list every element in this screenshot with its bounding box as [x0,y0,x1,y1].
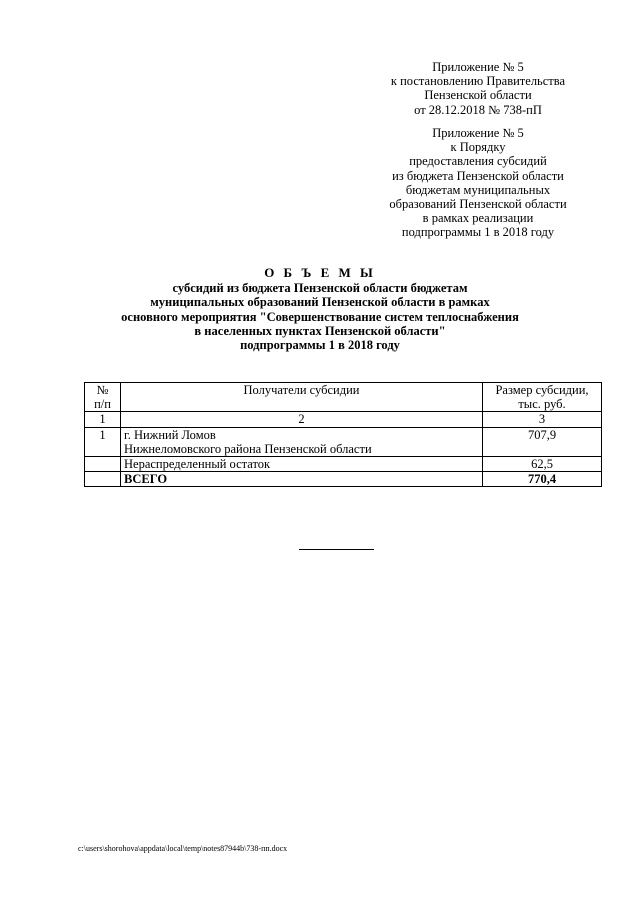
column-number: 3 [483,412,602,427]
title-line: основного мероприятия "Совершенствование систем теплоснабжения [121,309,519,324]
appendix-line: к Порядку [450,140,506,155]
appendix-line: образований Пензенской области [389,197,567,212]
title-line: субсидий из бюджета Пензенской области бюджетам [172,281,468,296]
title-line: в населенных пунктах Пензенской области" [194,323,446,338]
recipient-cell [121,427,483,456]
header-amount-line2: тыс. руб. [518,397,566,412]
subsidy-table [84,382,602,487]
table-row [85,427,602,456]
appendix-resolution-block [348,60,608,117]
header-number [85,383,121,412]
table-row [85,457,602,472]
total-label: ВСЕГО [121,472,483,487]
appendix-line: бюджетам муниципальных [405,182,551,197]
total-row [85,472,602,487]
recipient-cell: Нераспределенный остаток [121,457,483,472]
appendix-line: Приложение № 5 [432,126,524,140]
total-number-cell [85,472,121,487]
appendix-line: предоставления субсидий [409,154,547,169]
title-heading: О Б Ъ Е М Ы [264,265,376,280]
appendix-line: в рамках реализации [422,211,534,226]
amount-cell: 62,5 [483,457,602,472]
column-number-row [85,412,602,427]
title-line: подпрограммы 1 в 2018 году [240,338,400,353]
header-amount-line1: Размер субсидии, [495,383,589,397]
appendix-line: Пензенской области [424,88,532,103]
appendix-order-block [348,126,608,240]
header-number-line2: п/п [94,397,111,412]
appendix-line: от 28.12.2018 № 738-пП [414,102,542,117]
end-divider [299,549,374,550]
header-number-line1: № [96,383,109,397]
row-number: 1 [85,427,121,456]
appendix-line: подпрограммы 1 в 2018 году [401,225,555,240]
column-number: 2 [121,412,483,427]
recipient-line: Нижнеломовского района Пензенской области [124,441,372,456]
header-amount [483,383,602,412]
file-path-footer: c:\users\shorohova\appdata\local\temp\notes87944b\738-пп.docx [78,844,288,853]
recipient-line: г. Нижний Ломов [124,427,216,442]
table-header-row [85,383,602,412]
appendix-line: к постановлению Правительства [390,74,566,89]
document-title [100,266,540,352]
appendix-line: Приложение № 5 [432,60,524,74]
title-line: муниципальных образований Пензенской области в рамках [150,295,490,310]
column-number: 1 [85,412,121,427]
total-amount: 770,4 [483,472,602,487]
appendix-line: из бюджета Пензенской области [392,168,564,183]
amount-cell: 707,9 [483,427,602,456]
row-number [85,457,121,472]
header-recipients: Получатели субсидии [121,383,483,412]
